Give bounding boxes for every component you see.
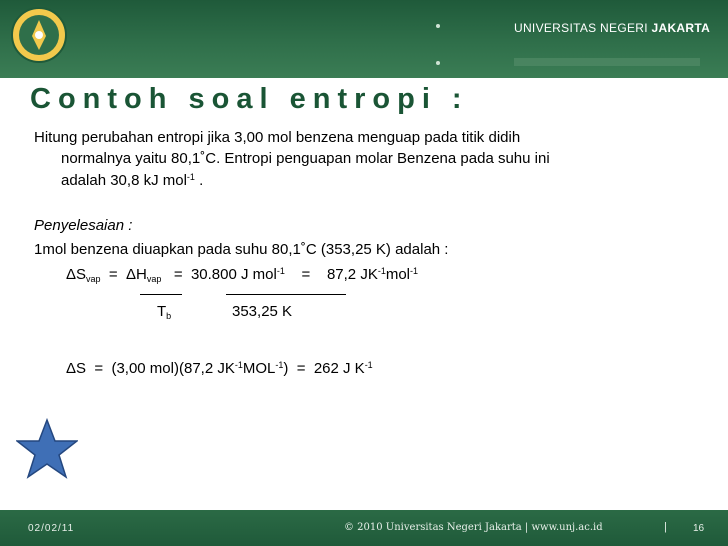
footer-date: 02/02/11	[28, 523, 75, 534]
equation-1: $\Delta S_{vap} = \Delta H_{vap} = 30.800$ J mol$^{-1}$ = 87,2 $JK^{-1}mol^{-1}$	[66, 266, 419, 284]
slide-title: Contoh soal entropi :	[30, 83, 469, 115]
footer-bar	[0, 510, 728, 546]
star-icon	[16, 418, 78, 480]
solution-label: Penyelesaian :	[34, 217, 133, 234]
denominator-tb: $T_b$	[157, 303, 172, 321]
problem-text-line: adalah 30,8 kJ mol$^{-1}$ .	[61, 172, 204, 189]
solution-text: 1mol benzena diuapkan pada suhu 80,1˚C (353,25 K) adalah :	[34, 241, 449, 258]
denominator-k: 353,25 K	[232, 303, 293, 320]
university-name: UNIVERSITAS NEGERI JAKARTA	[514, 21, 711, 35]
problem-text-line: Hitung perubahan entropi jika 3,00 mol benzena menguap pada titik didih	[34, 129, 521, 146]
page-number: 16	[693, 523, 705, 534]
fraction-bar	[226, 294, 346, 295]
equation-2: ΔS = (3,00 mol)(87,2 $JK^{-1}MOL^{-1}) = 262$ J $K^{-1}$	[66, 360, 373, 377]
fraction-bar	[140, 294, 182, 295]
problem-text-line: normalnya yaitu 80,1˚C. Entropi penguapan molar Benzena pada suhu ini	[61, 150, 550, 167]
footer-copyright: © 2010 Universitas Negeri Jakarta | www.unj.ac.id	[344, 522, 603, 533]
footer-separator: |	[664, 521, 667, 533]
